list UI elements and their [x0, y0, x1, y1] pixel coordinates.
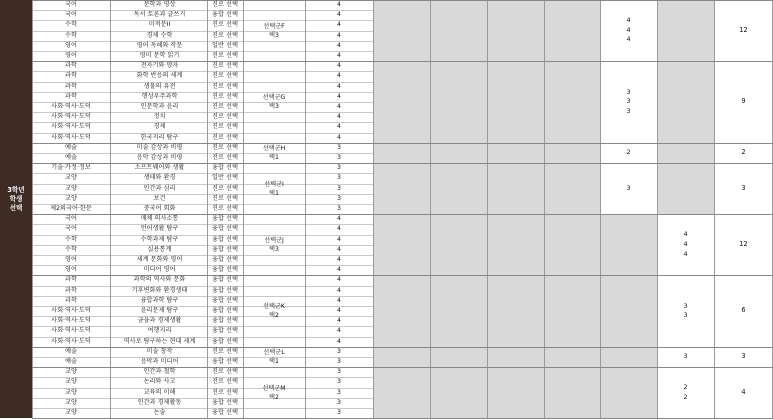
shaded-region: [657, 61, 714, 143]
subject-cell: 국어: [65, 11, 77, 19]
course-cell: 음악 감상과 비평: [136, 154, 183, 161]
shaded-region: [373, 214, 657, 275]
type-cell: 일반 선택: [212, 41, 238, 49]
credit-cell: 3: [337, 358, 341, 365]
credit-cell: 4: [337, 307, 341, 314]
course-cell: 교육의 이해: [143, 388, 176, 396]
course-cell: 생물의 유전: [143, 82, 176, 90]
group-label: 선택군F 택3: [263, 22, 285, 39]
subject-cell: 사회·역사·도덕: [51, 103, 91, 110]
course-cell: 음악과 미디어: [140, 358, 179, 365]
group-label: 선택군M 택2: [262, 384, 286, 401]
course-cell: 화학 반응의 세계: [136, 72, 183, 80]
type-cell: 진로 선택: [212, 184, 238, 192]
subject-cell: 과학: [65, 82, 77, 90]
type-cell: 진로 선택: [212, 388, 238, 396]
credit-cell: 4: [337, 256, 341, 263]
course-cell: 인간과 심리: [143, 184, 176, 192]
course-cell: 인간과 철학: [143, 368, 176, 376]
group-total-credits: 6: [741, 306, 746, 315]
subject-cell: 예술: [65, 143, 77, 151]
subject-cell: 예술: [65, 358, 77, 365]
type-cell: 융합 선택: [212, 235, 238, 243]
subject-cell: 국어: [65, 1, 77, 8]
subject-cell: 교양: [65, 378, 77, 386]
course-cell: 정치: [153, 113, 166, 121]
type-cell: 융합 선택: [212, 276, 238, 284]
type-cell: 융합 선택: [212, 296, 238, 304]
type-cell: 진로 선택: [212, 143, 238, 151]
column-line: [600, 0, 601, 418]
type-cell: 진로 선택: [212, 378, 238, 386]
type-cell: 진로 선택: [212, 205, 238, 212]
subject-cell: 과학: [65, 62, 77, 70]
column-line: [430, 0, 431, 418]
subject-cell: 국어: [65, 215, 77, 223]
subject-cell: 사회·역사·도덕: [51, 133, 91, 141]
type-cell: 융합 선택: [212, 337, 238, 345]
subject-cell: 사회·역사·도덕: [51, 113, 91, 121]
group-total-credits: 2: [741, 148, 746, 156]
credit-cell: 4: [337, 296, 341, 304]
group-selection-credits: 2 2: [683, 383, 688, 401]
type-cell: 진로 선택: [212, 154, 238, 161]
group-selection-credits: 3: [683, 352, 688, 361]
type-cell: 진로 선택: [212, 21, 238, 29]
subject-cell: 과학: [65, 286, 77, 294]
type-cell: 진로 선택: [212, 113, 238, 121]
type-cell: 융합 선택: [212, 215, 238, 223]
type-cell: 진로 선택: [212, 62, 238, 70]
group-total-credits: 3: [741, 352, 746, 360]
course-cell: 논리와 사고: [143, 378, 176, 386]
credit-cell: 3: [337, 378, 341, 386]
credit-cell: 4: [337, 123, 341, 131]
group-label: 선택군K 택2: [263, 303, 285, 320]
credit-cell: 4: [337, 337, 341, 345]
subject-cell: 교양: [65, 368, 77, 376]
credit-cell: 4: [337, 52, 341, 59]
type-cell: 진로 선택: [212, 31, 238, 39]
course-cell: 한국지리 탐구: [140, 133, 179, 141]
credit-cell: 4: [337, 82, 341, 90]
course-cell: 인문학과 윤리: [140, 103, 179, 110]
course-cell: 경제: [153, 123, 166, 131]
group-total-credits: 4: [741, 387, 746, 396]
subject-cell: 사회·역사·도덕: [51, 123, 91, 131]
course-cell: 영어 독해와 작문: [136, 41, 183, 49]
type-cell: 융합 선택: [212, 317, 238, 325]
credit-cell: 4: [337, 276, 341, 284]
course-cell: 여행지리: [147, 327, 172, 335]
course-cell: 독서 토론과 글쓰기: [133, 11, 186, 19]
shaded-region: [373, 275, 657, 346]
subject-cell: 교양: [65, 388, 77, 396]
subject-cell: 영어: [65, 41, 77, 49]
column-line: [110, 0, 111, 418]
credit-cell: 4: [337, 31, 341, 39]
group-selection-credits: 2: [626, 148, 631, 157]
course-cell: 윤리문제 탐구: [140, 307, 179, 314]
course-cell: 언어생활 탐구: [140, 225, 179, 233]
subject-cell: 과학: [65, 92, 77, 100]
credit-cell: 4: [337, 11, 341, 19]
column-line: [373, 0, 374, 418]
type-cell: 진로 선택: [212, 347, 238, 355]
subject-cell: 영어: [65, 256, 77, 263]
course-cell: 보건: [153, 194, 166, 202]
group-label: 선택군I 택1: [264, 180, 284, 197]
course-cell: 세계 문화와 영어: [136, 256, 183, 263]
course-cell: 실용통계: [147, 245, 172, 253]
section-label: 3학년 학생 선택: [7, 186, 25, 212]
course-cell: 문학과 영상: [143, 1, 176, 8]
credit-cell: 4: [337, 286, 341, 294]
course-cell: 융합과학 탐구: [140, 296, 179, 304]
shaded-region: [373, 347, 657, 367]
credit-cell: 3: [337, 194, 341, 202]
subject-cell: 수학: [65, 31, 77, 39]
type-cell: 진로 선택: [212, 52, 238, 59]
credit-cell: 4: [337, 21, 341, 29]
group-label: 선택군L 택1: [263, 349, 285, 365]
course-cell: 전자기와 양자: [140, 62, 179, 70]
course-cell: 과학의 역사와 문화: [133, 276, 186, 284]
subject-cell: 수학: [65, 235, 77, 243]
type-cell: 진로 선택: [212, 123, 238, 131]
subject-cell: 교양: [65, 398, 77, 406]
group-total-credits: 12: [739, 25, 748, 34]
type-cell: 융합 선택: [212, 409, 238, 416]
subject-cell: 수학: [65, 21, 77, 29]
type-cell: 융합 선택: [212, 398, 238, 406]
subject-cell: 교양: [65, 174, 77, 182]
group-label: 선택군J 택3: [264, 236, 284, 253]
type-cell: 융합 선택: [212, 164, 238, 172]
credit-cell: 3: [337, 184, 341, 192]
group-total-credits: 12: [739, 239, 748, 248]
type-cell: 진로 선택: [212, 92, 238, 100]
credit-cell: 4: [337, 113, 341, 121]
credit-cell: 3: [337, 388, 341, 396]
shaded-region: [657, 143, 714, 163]
type-cell: 진로 선택: [212, 72, 238, 80]
credit-cell: 4: [337, 72, 341, 80]
course-cell: 행성우주과학: [141, 92, 178, 100]
group-selection-credits: 3: [626, 183, 631, 192]
type-cell: 진로 선택: [212, 103, 238, 110]
credit-cell: 4: [337, 62, 341, 70]
course-cell: 경제 수학: [146, 31, 173, 39]
bottom-line: [32, 418, 773, 419]
column-line: [487, 0, 488, 418]
type-cell: 일반 선택: [212, 174, 238, 182]
course-cell: 생태와 환경: [143, 174, 176, 182]
group-label: 선택군G 택3: [262, 94, 286, 110]
column-line: [544, 0, 545, 418]
subject-cell: 예술: [65, 347, 77, 355]
credit-cell: 3: [337, 154, 341, 161]
subject-cell: 사회·역사·도덕: [51, 307, 91, 314]
group-selection-credits: 3 3 3: [626, 87, 631, 115]
subject-cell: 교양: [65, 194, 77, 202]
group-total-credits: 3: [741, 183, 746, 192]
credit-cell: 4: [337, 245, 341, 253]
subject-cell: 교양: [65, 409, 77, 416]
subject-cell: 과학: [65, 72, 77, 80]
subject-cell: 사회·역사·도덕: [51, 317, 91, 325]
credit-cell: 3: [337, 409, 341, 416]
credit-cell: 4: [337, 327, 341, 335]
credit-cell: 4: [337, 235, 341, 243]
subject-cell: 영어: [65, 52, 77, 59]
credit-cell: 3: [337, 205, 341, 212]
credit-cell: 3: [337, 164, 341, 172]
credit-cell: 3: [337, 347, 341, 355]
course-cell: 수학과제 탐구: [140, 235, 179, 243]
course-cell: 논술: [153, 409, 166, 416]
subject-cell: 기술·가정·정보: [51, 164, 91, 172]
credit-cell: 3: [337, 368, 341, 376]
subject-cell: 과학: [65, 296, 77, 304]
type-cell: 융합 선택: [212, 225, 238, 233]
shaded-region: [373, 367, 657, 418]
course-cell: 역사로 탐구하는 현대 세계: [123, 337, 196, 345]
subject-cell: 사회·역사·도덕: [51, 337, 91, 345]
credit-cell: 4: [337, 317, 341, 325]
type-cell: 융합 선택: [212, 307, 238, 314]
subject-cell: 영어: [65, 266, 77, 274]
course-cell: 미술 감상과 비평: [136, 143, 183, 151]
type-cell: 진로 선택: [212, 133, 238, 141]
type-cell: 융합 선택: [212, 286, 238, 294]
group-label: 선택군H 택1: [262, 145, 286, 161]
credit-cell: 4: [337, 41, 341, 49]
credit-cell: 4: [337, 215, 341, 223]
course-cell: 미적분II: [148, 21, 171, 29]
credit-cell: 4: [337, 92, 341, 100]
course-cell: 미술 창작: [146, 347, 173, 355]
group-selection-credits: 4 4 4: [626, 16, 631, 44]
subject-cell: 수학: [65, 245, 77, 253]
credit-cell: 4: [337, 1, 341, 8]
type-cell: 진로 선택: [212, 194, 238, 202]
credit-cell: 4: [337, 133, 341, 141]
course-cell: 금융과 경제생활: [137, 317, 182, 325]
course-cell: 소프트웨어와 생활: [134, 164, 185, 172]
subject-cell: 사회·역사·도덕: [51, 327, 91, 335]
course-cell: 영미 문학 읽기: [139, 52, 180, 59]
shaded-region: [657, 163, 714, 214]
type-cell: 융합 선택: [212, 358, 238, 365]
subject-cell: 제2외국어·한문: [50, 205, 92, 212]
type-cell: 융합 선택: [212, 11, 238, 19]
credit-cell: 3: [337, 398, 341, 406]
credit-cell: 3: [337, 174, 341, 182]
course-cell: 매체 의사소통: [140, 215, 179, 223]
type-cell: 진로 선택: [212, 1, 238, 8]
type-cell: 진로 선택: [212, 368, 238, 376]
course-cell: 인간과 경제활동: [137, 398, 182, 406]
credit-cell: 4: [337, 266, 341, 274]
credit-cell: 3: [337, 143, 341, 151]
type-cell: 융합 선택: [212, 256, 238, 263]
course-cell: 중국어 회화: [143, 205, 176, 212]
type-cell: 융합 선택: [212, 266, 238, 274]
group-selection-credits: 4 4 4: [683, 230, 688, 258]
type-cell: 융합 선택: [212, 245, 238, 253]
subject-cell: 과학: [65, 276, 77, 284]
type-cell: 진로 선택: [212, 82, 238, 90]
course-cell: 미디어 영어: [143, 266, 176, 274]
type-cell: 융합 선택: [212, 327, 238, 335]
group-total-credits: 9: [741, 97, 746, 105]
subject-cell: 국어: [65, 225, 77, 233]
subject-cell: 예술: [65, 154, 77, 161]
group-selection-credits: 3 3: [683, 301, 688, 320]
credit-cell: 4: [337, 103, 341, 110]
shaded-region: [657, 0, 714, 61]
course-cell: 기후변화와 환경생태: [131, 286, 188, 294]
subject-cell: 교양: [65, 184, 77, 192]
credit-cell: 4: [337, 225, 341, 233]
